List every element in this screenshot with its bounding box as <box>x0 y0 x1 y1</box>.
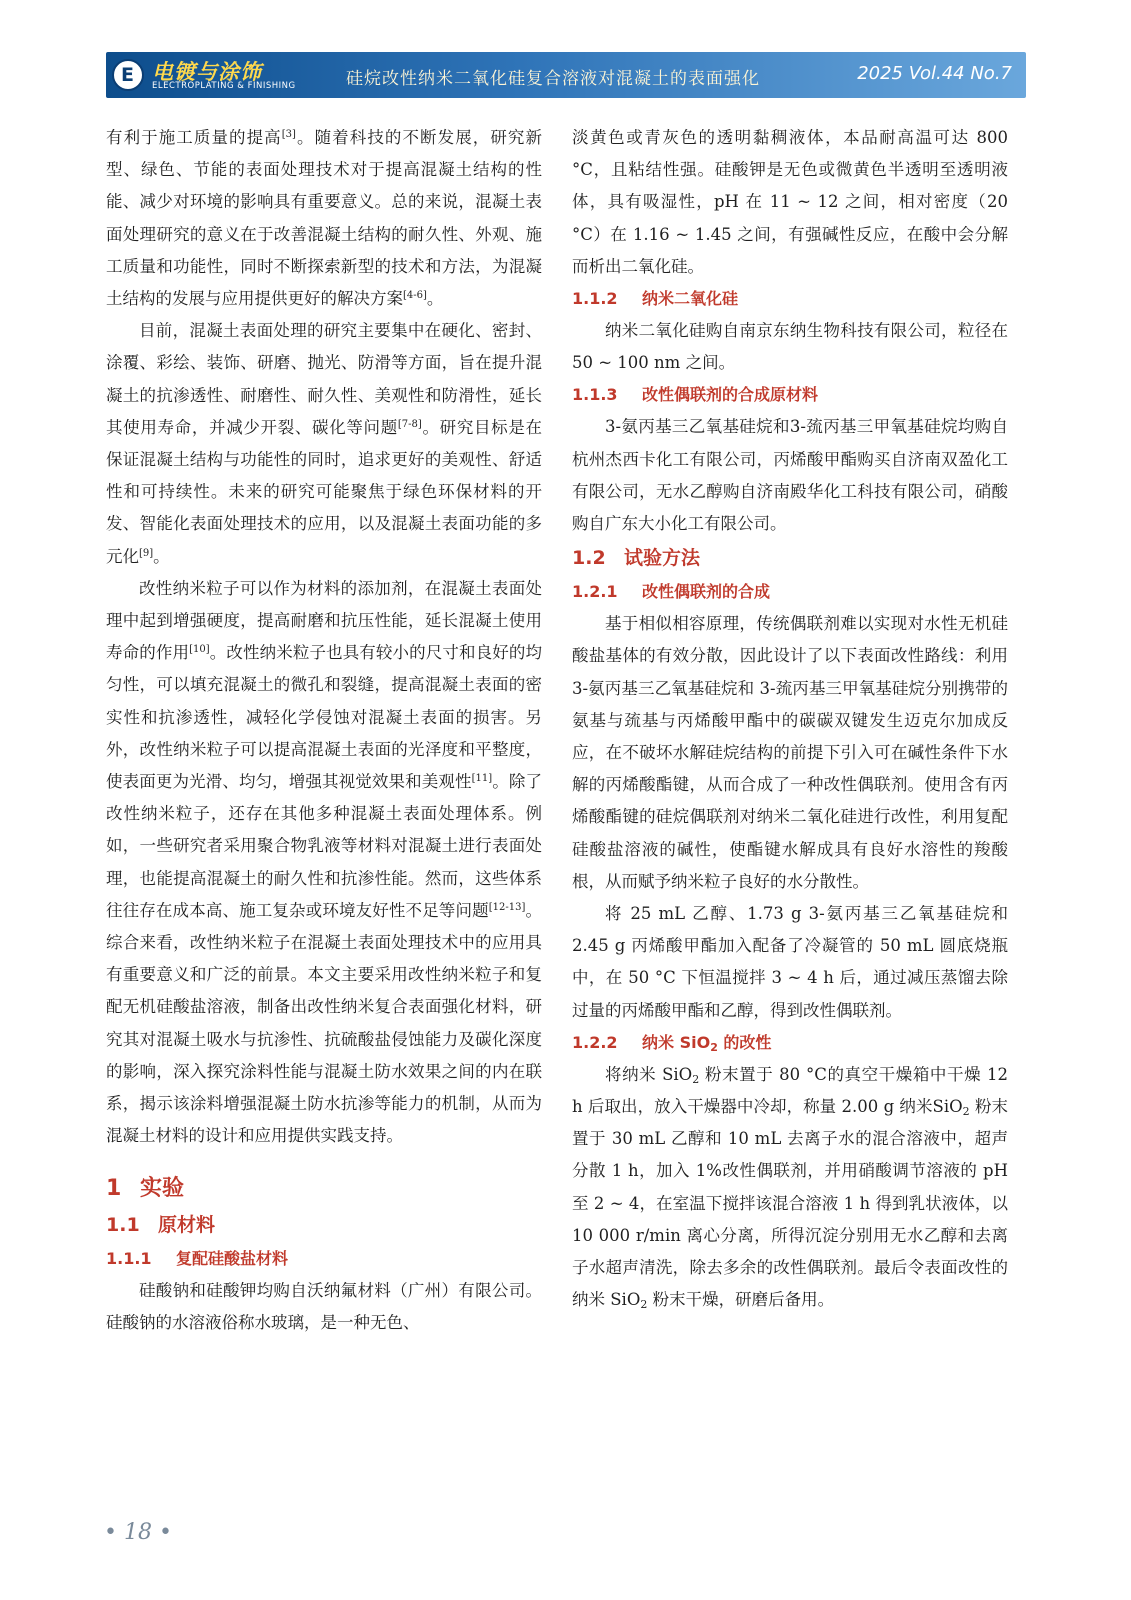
subsubsection-heading: 1.1.2 纳米二氧化硅 <box>572 289 739 309</box>
issue-info: 2025 Vol.44 No.7 <box>857 63 1012 84</box>
logo-chinese-name: 电镀与涂饰 <box>152 60 262 84</box>
subsubsection-heading: 1.2.1 改性偶联剂的合成 <box>572 582 771 602</box>
subsubsection-heading: 1.2.2 纳米 SiO$_2$ 的改性 <box>572 1032 772 1054</box>
paragraph: 纳米二氧化硅购自南京东纳生物科技有限公司，粒径在 50 ~ 100 nm 之间。 <box>572 321 1008 373</box>
paragraph: 3-氨丙基三乙氧基硅烷和3-巯丙基三甲氧基硅烷均购自杭州杰西卡化工有限公司，丙烯酸甲酯购买自济南双盈化工有限公司，无水乙醇购自济南殿华化工科技有限公司，硝酸购自广东大小化工有限公司。 <box>572 417 1008 534</box>
citation: [7-8] <box>397 418 422 430</box>
running-header <box>106 52 1026 98</box>
logo-english-name: ELECTROPLATING & FINISHING <box>152 81 296 91</box>
left-column <box>106 122 542 1339</box>
citation: [4-6] <box>403 290 427 302</box>
right-column <box>572 122 1008 1317</box>
page-number: • 18 • <box>104 1520 172 1545</box>
paragraph: 硅酸钠和硅酸钾均购自沃纳氟材料（广州）有限公司。硅酸钠的水溶液俗称水玻璃，是一种无色、 <box>106 1280 542 1332</box>
paragraph: 改性纳米粒子可以作为材料的添加剂，在混凝土表面处理中起到增强硬度，提高耐磨和抗压性能，延长混凝土使用寿命的作用[10]。改性纳米粒子也具有较小的尺寸和良好的均匀性，可以填充混凝土的微孔和裂缝，提高混凝土表面的密实性和抗渗透性，减轻化学侵蚀对混凝土表面的损害。另外，改性纳米粒子可以提高混凝土表面的光泽度和平整度，使表面更为光滑、均匀，增强其视觉效果和美观性[11]。除了改性纳米粒子，还存在其他多种混凝土表面处理体系。例如，一些研究者采用聚合物乳液等材料对混凝土进行表面处理，也能提高混凝土的耐久性和抗渗性能。然而，这些体系往往存在成本高、施工复杂或环境友好性不足等问题[12-13]。综合来看，改性纳米粒子在混凝土表面处理技术中的应用具有重要意义和广泛的前景。本文主要采用改性纳米粒子和复配无机硅酸盐溶液，制备出改性纳米复合表面强化材料，研究其对混凝土吸水与抗渗性、抗硫酸盐侵蚀能力及碳化深度的影响，深入探究涂料性能与混凝土防水效果之间的内在联系，揭示该涂料增强混凝土防水抗渗等能力的机制，从而为混凝土材料的设计和应用提供实践支持。 <box>106 578 543 1146</box>
logo-emblem-icon: E <box>112 59 144 91</box>
paragraph: 将 25 mL 乙醇、1.73 g 3-氨丙基三乙氧基硅烷和 2.45 g 丙烯酸甲酯加入配备了冷凝管的 50 mL 圆底烧瓶中，在 50 °C 下恒温搅拌 3 ~ 4 h 后，通过减压蒸馏去除过量的丙烯酸甲酯和乙醇，得到改性偶联剂。 <box>572 904 1008 1020</box>
running-title: 硅烷改性纳米二氧化硅复合溶液对混凝土的表面强化 <box>346 69 760 89</box>
citation: [10] <box>189 644 210 656</box>
paragraph: 淡黄色或青灰色的透明黏稠液体，本品耐高温可达 800 °C，且粘结性强。硅酸钾是无色或微黄色半透明至透明液体，具有吸湿性，pH 在 11 ~ 12 之间，相对密度（20 °C）在 1.16 ~ 1.45 之间，有强碱性反应，在酸中会分解而析出二氧化硅。 <box>572 128 1008 276</box>
section-heading: 1 实验 <box>106 1175 185 1201</box>
paragraph: 目前，混凝土表面处理的研究主要集中在硬化、密封、涂覆、彩绘、装饰、研磨、抛光、防滑等方面，旨在提升混凝土的抗渗透性、耐磨性、耐久性、美观性和防滑性，延长其使用寿命，并减少开裂、碳化等问题[7-8]。研究目标是在保证混凝土结构与功能性的同时，追求更好的美观性、舒适性和可持续性。未来的研究可能聚焦于绿色环保材料的开发、智能化表面处理技术的应用，以及混凝土表面功能的多元化[9]。 <box>106 321 543 566</box>
citation: [3] <box>281 129 296 140</box>
journal-logo <box>112 58 340 92</box>
subsection-heading: 1.1 原材料 <box>106 1213 216 1236</box>
paragraph: 有利于施工质量的提高[3]。随着科技的不断发展，研究新型、绿色、节能的表面处理技术对于提高混凝土结构的性能、减少对环境的影响具有重要意义。总的来说，混凝土表面处理研究的意义在于改善混凝土结构的耐久性、外观、施工质量和功能性，同时不断探索新型的技术和方法，为混凝土结构的发展与应用提供更好的解决方案[4-6]。 <box>106 128 543 309</box>
paragraph: 基于相似相容原理，传统偶联剂难以实现对水性无机硅酸盐基体的有效分散，因此设计了以下表面改性路线：利用 3-氨丙基三乙氧基硅烷和 3-巯丙基三甲氧基硅烷分别携带的氨基与巯基与丙烯酸甲酯中的碳碳双键发生迈克尔加成反应，在不破坏水解硅烷结构的前提下引入可在碱性条件下水解的丙烯酸酯键，从而合成了一种改性偶联剂。使用含有丙烯酸酯键的硅烷偶联剂对纳米二氧化硅进行改性，利用复配硅酸盐溶液的碱性，使酯键水解成具有良好水溶性的羧酸根，从而赋予纳米粒子良好的水分散性。 <box>572 614 1008 891</box>
subsubsection-heading: 1.1.1 复配硅酸盐材料 <box>106 1248 289 1268</box>
subsubsection-heading: 1.1.3 改性偶联剂的合成原材料 <box>572 385 819 405</box>
subsection-heading: 1.2 试验方法 <box>572 547 701 570</box>
citation: [12-13] <box>488 901 526 913</box>
citation: [9] <box>139 547 154 559</box>
citation: [11] <box>471 773 493 785</box>
paragraph: 将纳米 SiO$_2$ 粉末置于 80 °C的真空干燥箱中干燥 12 h 后取出，放入干燥器中冷却，称量 2.00 g 纳米SiO$_2$ 粉末置于 30 mL 乙醇和 10 mL 去离子水的混合溶液中，超声分散 1 h，加入 1%改性偶联剂，并用硝酸调节溶液的 pH 至 2 ~ 4，在室温下搅拌该混合溶液 1 h 得到乳状液体，以 10 000 r/min 离心分离，所得沉淀分别用无水乙醇和去离子水超声清洗，除去多余的改性偶联剂。最后令表面改性的纳米 SiO$_2$ 粉末干燥，研磨后备用。 <box>572 1064 1009 1312</box>
